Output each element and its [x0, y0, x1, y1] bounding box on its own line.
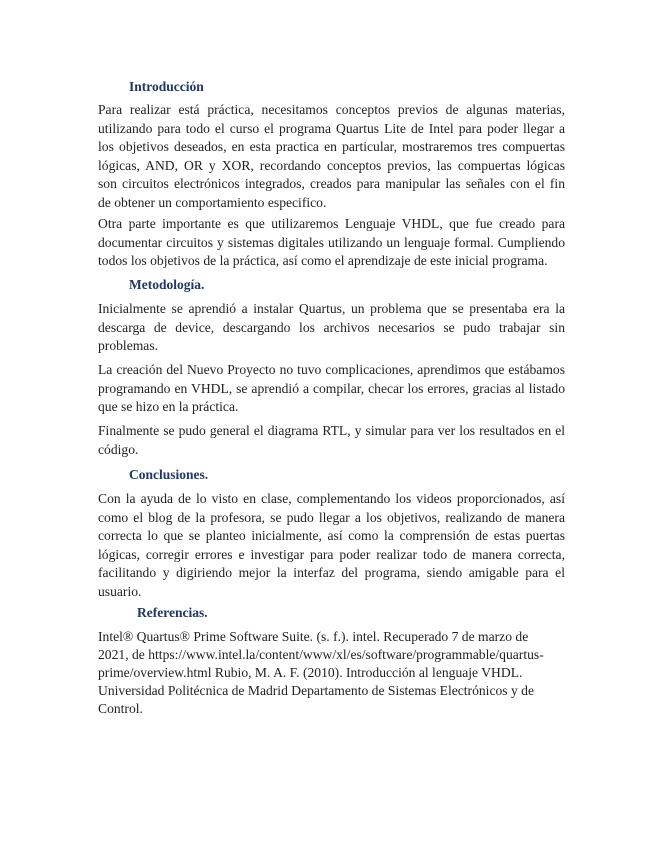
heading-metodologia: Metodología.: [129, 277, 205, 292]
heading-referencias: Referencias.: [137, 605, 208, 620]
paragraph-line: como el blog de la profesora, se pudo llegar a los objetivos, realizando de manera: [98, 509, 565, 525]
paragraph-line: problemas.: [98, 338, 159, 353]
paragraph-line: los objetivos deseados, en esta practica en particular, mostraremos tres compuertas: [98, 139, 565, 154]
paragraph-line: que se hizo en la práctica.: [98, 399, 239, 414]
paragraph-line: programando en VHDL, se aprendió a compilar, checar los errores, gracias al listado: [98, 380, 565, 396]
paragraph-line: La creación del Nuevo Proyecto no tuvo complicaciones, aprendimos que estábamos: [98, 362, 565, 377]
reference-line: Intel® Quartus® Prime Software Suite. (s. f.). intel. Recuperado 7 de marzo de: [98, 629, 529, 644]
paragraph-metodologia-3: [98, 422, 565, 459]
paragraph-line: Para realizar está práctica, necesitamos conceptos previos de algunas materias,: [98, 102, 565, 117]
paragraph-line: lógicas, corregir errores e investigar para poder realizar todo de manera correcta,: [98, 546, 565, 562]
reference-line: prime/overview.html Rubio, M. A. F. (2010). Introducción al lenguaje VHDL.: [98, 665, 523, 680]
paragraph-line: lógicas, AND, OR y XOR, recordando conceptos previos, las compuertas lógicas: [98, 157, 565, 173]
paragraph-line: Otra parte importante es que utilizaremos Lenguaje VHDL, que fue creado para: [98, 216, 565, 231]
reference-line: Universidad Politécnica de Madrid Departamento de Sistemas Electrónicos y de: [98, 683, 535, 698]
paragraph-line: usuario.: [98, 583, 142, 599]
references-list: [98, 628, 568, 718]
heading-introduccion: Introducción: [129, 79, 204, 94]
paragraph-line: código.: [98, 441, 139, 457]
reference-line: Control.: [98, 701, 143, 716]
paragraph-line: correcta lo que se planteo inicialmente, así como la comprensión de estas puertas: [98, 528, 565, 543]
paragraph-metodologia-1: [98, 300, 565, 356]
paragraph-line: utilizando para todo el curso el programa Quartus Lite de Intel para poder llegar a: [98, 120, 565, 136]
paragraph-conclusiones-1: [98, 490, 565, 601]
paragraph-line: todos los objetivos de la práctica, así como el aprendizaje de este inicial programa.: [98, 253, 548, 268]
paragraph-line: de obtener un comportamiento especifico.: [98, 194, 327, 210]
paragraph-line: Inicialmente se aprendió a instalar Quartus, un problema que se presentaba era la: [98, 301, 565, 316]
paragraph-metodologia-2: [98, 361, 565, 417]
paragraph-line: Con la ayuda de lo visto en clase, complementando los videos proporcionados, así: [98, 491, 565, 506]
paragraph-line: documentar circuitos y sistemas digitales utilizando un lenguaje formal. Cumpliendo: [98, 234, 565, 250]
paragraph-line: descarga de device, descargando los archivos necesarios se pudo trabajar sin: [98, 319, 565, 335]
paragraph-line: son circuitos electrónicos integrados, creados para manipular las señales con el fin: [98, 176, 565, 191]
paragraph-line: Finalmente se pudo general el diagrama RTL, y simular para ver los resultados en el: [98, 423, 565, 438]
paragraph-line: facilitando y digiriendo mejor la interfaz del programa, siendo amigable para el: [98, 565, 565, 580]
paragraph-intro-2: [98, 215, 565, 271]
heading-conclusiones: Conclusiones.: [129, 467, 209, 482]
paragraph-intro-1: [98, 101, 565, 212]
reference-line: 2021, de https://www.intel.la/content/www/xl/es/software/programmable/quartus-: [98, 647, 544, 662]
